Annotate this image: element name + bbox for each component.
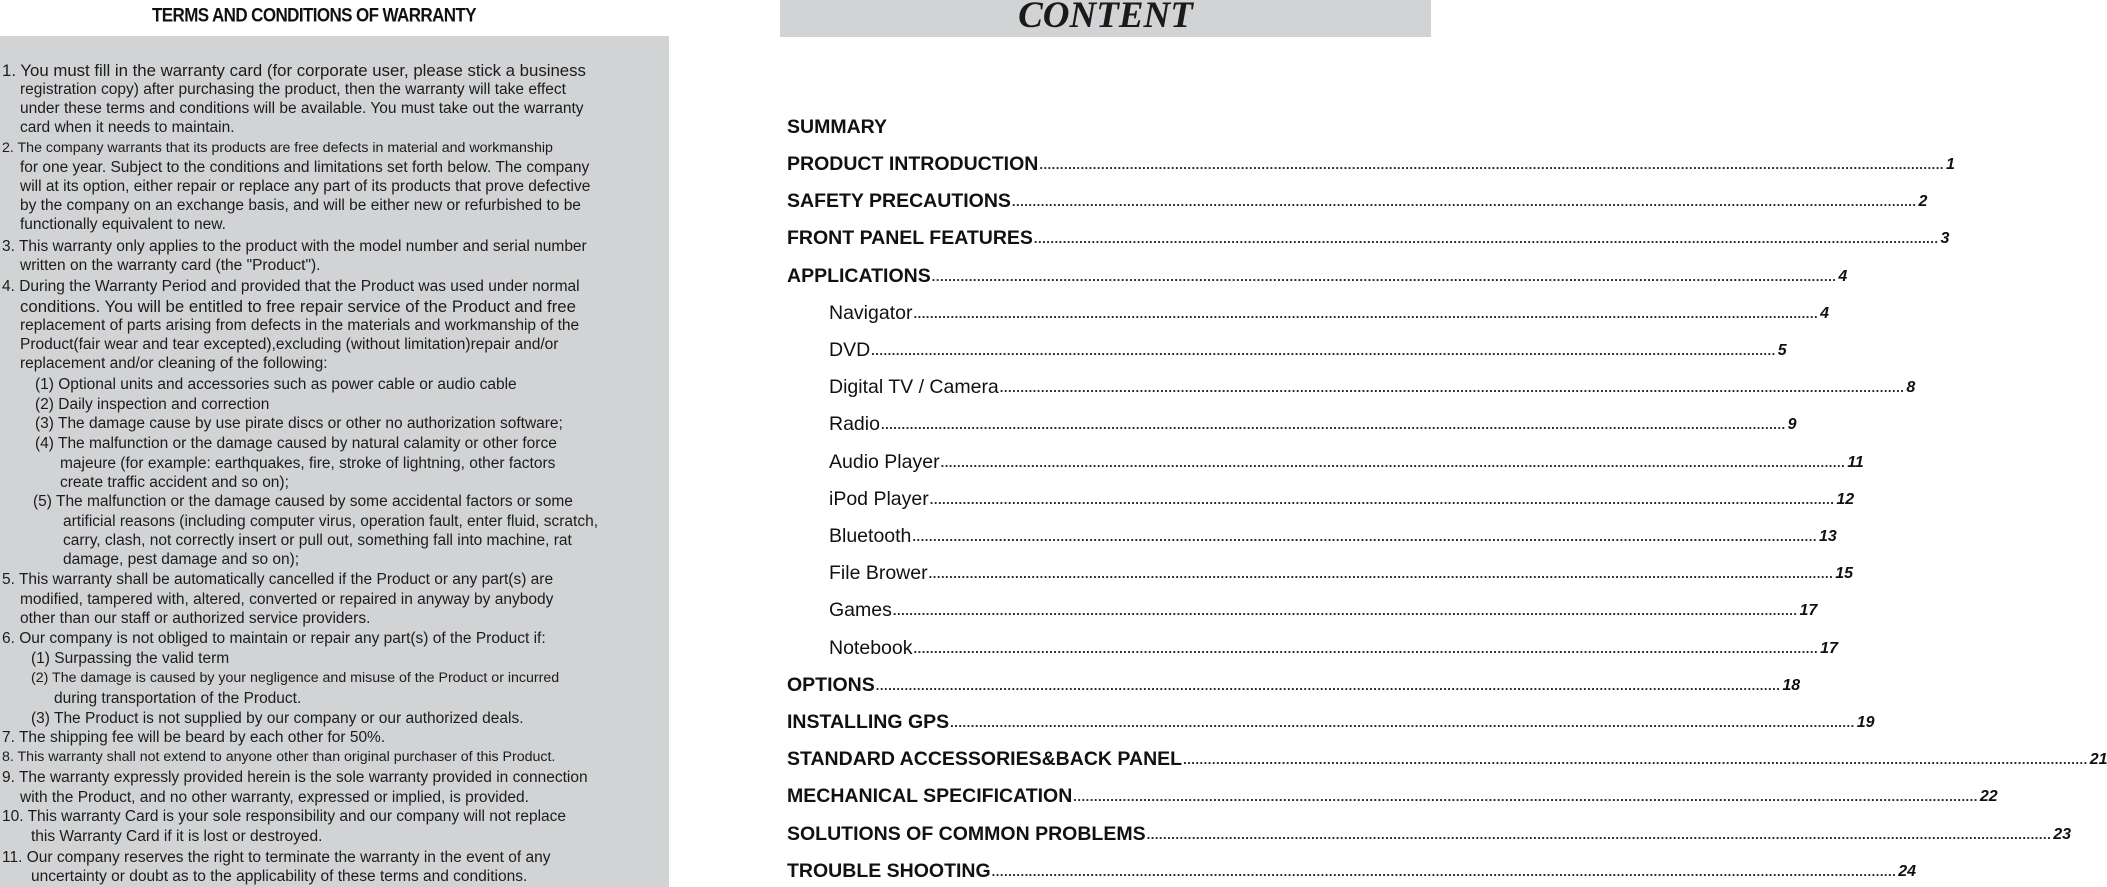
- toc-leader-dots: ............................................................................................................................................................................................................................: [929, 491, 1835, 507]
- toc-entry-label: FRONT PANEL FEATURES: [787, 227, 1033, 250]
- warranty-line: during transportation of the Product.: [54, 690, 302, 707]
- toc-entry-label: INSTALLING GPS: [787, 711, 950, 733]
- toc-entry[interactable]: [787, 745, 2107, 771]
- toc-entry-label: STANDARD ACCESSORIES&BACK PANEL: [787, 748, 1183, 771]
- warranty-line: (1) Optional units and accessories such as power cable or audio cable: [35, 376, 517, 393]
- toc-entry[interactable]: [829, 299, 1829, 325]
- toc-page-number: 2: [1918, 193, 1928, 211]
- toc-page-number: 3: [1940, 230, 1950, 248]
- warranty-line: uncertainty or doubt as to the applicability of these terms and conditions.: [31, 868, 528, 885]
- toc-entry[interactable]: [787, 150, 1955, 176]
- toc-page-number: 21: [2089, 751, 2107, 769]
- toc-leader-dots: ............................................................................................................................................................................................................................: [913, 305, 1819, 321]
- toc-entry[interactable]: [787, 187, 1928, 213]
- toc-page-number: 17: [1799, 602, 1818, 620]
- warranty-line: under these terms and conditions will be available. You must take out the warranty: [20, 100, 584, 117]
- toc-entry-label: DVD: [829, 339, 871, 361]
- warranty-line: majeure (for example: earthquakes, fire, stroke of lightning, other factors: [60, 455, 556, 472]
- warranty-line: replacement of parts arising from defects in the materials and workmanship of the: [20, 317, 580, 334]
- toc-entry[interactable]: [829, 485, 1855, 511]
- toc-leader-dots: ............................................................................................................................................................................................................................: [1011, 194, 1917, 210]
- warranty-line: for one year. Subject to the conditions and limitations set forth below. The company: [20, 159, 590, 176]
- toc-page-number: 4: [1838, 267, 1848, 285]
- warranty-line: 3. This warranty only applies to the product with the model number and serial number: [2, 238, 587, 255]
- toc-entry[interactable]: [829, 559, 1854, 585]
- warranty-line: registration copy) after purchasing the product, then the warranty will take effect: [20, 81, 566, 98]
- warranty-line: 1. You must fill in the warranty card (for corporate user, please stick a business: [2, 61, 586, 80]
- toc-page-number: 8: [1906, 379, 1916, 397]
- toc-page-number: 17: [1820, 639, 1838, 657]
- toc-entry[interactable]: [787, 820, 2071, 846]
- toc-leader-dots: ............................................................................................................................................................................................................................: [892, 603, 1798, 619]
- warranty-line: 9. The warranty expressly provided herein is the sole warranty provided in connection: [2, 769, 588, 786]
- toc-entry-label: File Brower: [829, 562, 928, 585]
- toc-leader-dots: ............................................................................................................................................................................................................................: [1073, 789, 1978, 805]
- toc-leader-dots: ............................................................................................................................................................................................................................: [871, 343, 1776, 358]
- toc-leader-dots: ............................................................................................................................................................................................................................: [1183, 752, 2088, 768]
- warranty-line: (4) The malfunction or the damage caused by natural calamity or other force: [35, 435, 557, 452]
- toc-leader-dots: ............................................................................................................................................................................................................................: [1033, 231, 1939, 247]
- warranty-line: card when it needs to maintain.: [20, 119, 235, 136]
- toc-page-number: 9: [1787, 416, 1797, 434]
- toc-entry-label: TROUBLE SHOOTING: [787, 859, 991, 882]
- warranty-line: (2) Daily inspection and correction: [35, 396, 270, 413]
- toc-page-number: 22: [1979, 788, 1998, 806]
- warranty-line: (3) The Product is not supplied by our company or our authorized deals.: [31, 710, 524, 727]
- toc-entry-label: OPTIONS: [787, 673, 875, 696]
- warranty-line: 4. During the Warranty Period and provided that the Product was used under normal: [2, 278, 580, 295]
- toc-entry[interactable]: [829, 596, 1818, 622]
- toc-page-number: 11: [1847, 453, 1864, 471]
- warranty-line: 11. Our company reserves the right to terminate the warranty in the event of any: [2, 849, 551, 866]
- toc-entry-label: Navigator: [829, 301, 913, 324]
- toc-leader-dots: ............................................................................................................................................................................................................................: [940, 454, 1846, 470]
- toc-page-number: 24: [1898, 862, 1917, 880]
- toc-page-number: 15: [1835, 565, 1854, 583]
- warranty-line: (5) The malfunction or the damage caused by some accidental factors or some: [33, 493, 573, 510]
- toc-entry-label: MECHANICAL SPECIFICATION: [787, 785, 1073, 808]
- warranty-line: (1) Surpassing the valid term: [31, 650, 230, 667]
- warranty-line: 5. This warranty shall be automatically cancelled if the Product or any part(s) are: [2, 571, 554, 588]
- toc-entry-label: Radio: [829, 413, 880, 436]
- warranty-line: carry, clash, not correctly insert or pull out, something fall into machine, rat: [63, 532, 572, 549]
- toc-page-number: 23: [2053, 825, 2071, 843]
- toc-entry[interactable]: [829, 336, 1787, 362]
- warranty-line: other than our staff or authorized service providers.: [20, 610, 371, 627]
- toc-page-number: 19: [1856, 714, 1875, 731]
- toc-page-number: 5: [1777, 342, 1787, 359]
- warranty-line: replacement and/or cleaning of the following:: [20, 355, 328, 372]
- toc-entry-label: SOLUTIONS OF COMMON PROBLEMS: [787, 822, 1146, 845]
- toc-entry[interactable]: [787, 782, 1998, 808]
- toc-leader-dots: ............................................................................................................................................................................................................................: [912, 529, 1818, 544]
- warranty-line: create traffic accident and so on);: [60, 474, 289, 491]
- toc-entry[interactable]: [787, 857, 1917, 883]
- warranty-line: with the Product, and no other warranty, expressed or implied, is provided.: [20, 789, 529, 806]
- warranty-line: 10. This warranty Card is your sole responsibility and our company will not replace: [2, 808, 567, 825]
- warranty-line: damage, pest damage and so on);: [63, 551, 300, 568]
- warranty-line: (3) The damage cause by use pirate discs or other no authorization software;: [35, 415, 563, 432]
- warranty-line: modified, tampered with, altered, converted or repaired in anyway by anybody: [20, 591, 554, 608]
- content-title: CONTENT: [1018, 0, 1193, 36]
- warranty-line: 8. This warranty shall not extend to anyone other than original purchaser of this Product.: [2, 749, 556, 765]
- warranty-line: 2. The company warrants that its products are free defects in material and workmanship: [2, 140, 553, 156]
- toc-page-number: 1: [1945, 156, 1955, 173]
- warranty-line: Product(fair wear and tear excepted),excluding (without limitation)repair and/or: [20, 336, 559, 353]
- toc-entry-label: Digital TV / Camera: [829, 376, 999, 399]
- toc-leader-dots: ............................................................................................................................................................................................................................: [913, 640, 1819, 656]
- toc-entry-label: iPod Player: [829, 487, 929, 510]
- toc-entry[interactable]: [787, 224, 1950, 250]
- toc-entry-label: Bluetooth: [829, 525, 912, 547]
- toc-leader-dots: ............................................................................................................................................................................................................................: [991, 863, 1897, 879]
- toc-entry[interactable]: [787, 262, 1848, 288]
- warranty-line: (2) The damage is caused by your negligence and misuse of the Product or incurred: [31, 670, 560, 686]
- toc-entry[interactable]: [829, 634, 1838, 660]
- toc-page-number: 18: [1782, 676, 1801, 694]
- toc-entry-label: PRODUCT INTRODUCTION: [787, 153, 1039, 175]
- toc-leader-dots: ............................................................................................................................................................................................................................: [928, 566, 1834, 582]
- toc-summary: [787, 113, 1437, 139]
- toc-page-number: 4: [1820, 304, 1829, 322]
- content-header: [780, 0, 1431, 37]
- toc-entry[interactable]: [787, 671, 1801, 697]
- warranty-line: by the company on an exchange basis, and will be either new or refurbished to be: [20, 197, 581, 214]
- toc-entry[interactable]: [829, 522, 1837, 548]
- warranty-line: conditions. You will be entitled to free repair service of the Product and free: [20, 297, 576, 316]
- toc-summary-label: SUMMARY: [787, 116, 888, 138]
- toc-entry[interactable]: [787, 708, 1875, 734]
- toc-entry-label: Games: [829, 599, 892, 622]
- warranty-line: artificial reasons (including computer virus, operation fault, enter fluid, scratch,: [63, 513, 598, 530]
- toc-leader-dots: ............................................................................................................................................................................................................................: [1146, 826, 2052, 842]
- toc-entry-label: Notebook: [829, 636, 913, 659]
- warranty-title: TERMS AND CONDITIONS OF WARRANTY: [152, 4, 476, 27]
- warranty-line: written on the warranty card (the "Product").: [20, 257, 321, 274]
- toc-page-number: 13: [1819, 528, 1837, 545]
- warranty-line: this Warranty Card if it is lost or destroyed.: [31, 828, 323, 845]
- toc-page-number: 12: [1836, 490, 1855, 508]
- toc-entry[interactable]: [829, 373, 1916, 399]
- warranty-line: 7. The shipping fee will be beard by each other for 50%.: [2, 729, 386, 746]
- toc-entry-label: SAFETY PRECAUTIONS: [787, 190, 1011, 213]
- toc-entry-label: Audio Player: [829, 450, 940, 473]
- toc-leader-dots: ............................................................................................................................................................................................................................: [880, 417, 1786, 433]
- warranty-line: 6. Our company is not obliged to maintain or repair any part(s) of the Product if:: [2, 630, 546, 647]
- toc-leader-dots: ............................................................................................................................................................................................................................: [950, 715, 1855, 730]
- toc-entry-label: APPLICATIONS: [787, 264, 931, 287]
- warranty-line: will at its option, either repair or replace any part of its products that prove defective: [20, 178, 591, 195]
- toc-leader-dots: ............................................................................................................................................................................................................................: [999, 380, 1905, 396]
- toc-entry[interactable]: [829, 448, 1864, 474]
- toc-leader-dots: ............................................................................................................................................................................................................................: [931, 268, 1837, 284]
- warranty-line: functionally equivalent to new.: [20, 216, 226, 233]
- toc-leader-dots: ............................................................................................................................................................................................................................: [1039, 157, 1944, 172]
- toc-entry[interactable]: [829, 410, 1797, 436]
- toc-leader-dots: ............................................................................................................................................................................................................................: [875, 677, 1781, 693]
